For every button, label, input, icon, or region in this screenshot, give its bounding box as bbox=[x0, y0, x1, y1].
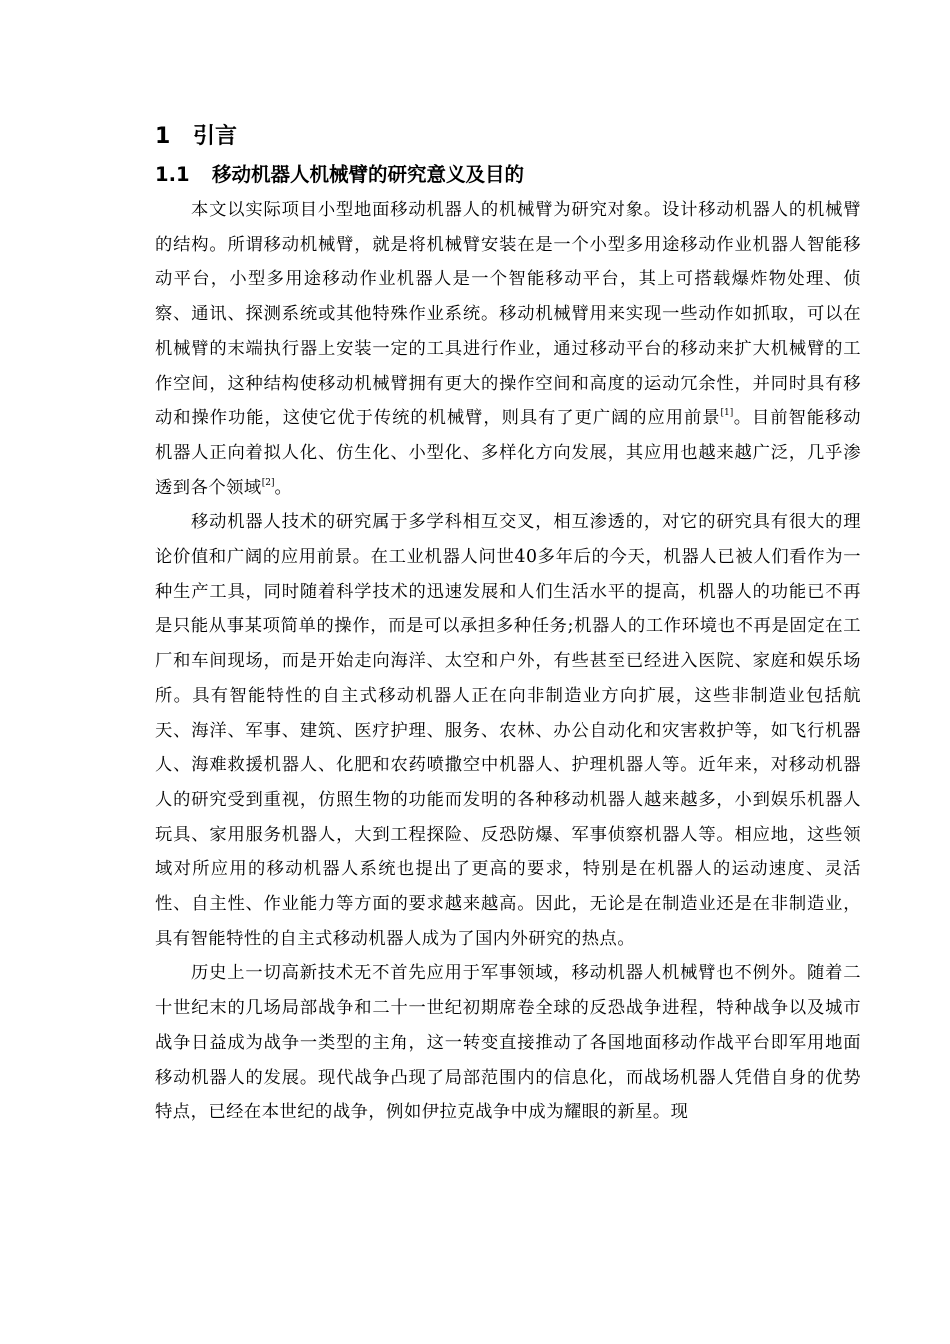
paragraph-3: 历史上一切高新技术无不首先应用于军事领域，移动机器人机械臂也不例外。随着二十世纪末的几场局部战争和二十一世纪初期席卷全球的反恐战争进程，特种战争以及城市战争日益成为战争一类型的主角，这一转变直接推动了各国地面移动作战平台即军用地面移动机器人的发展。现代战争凸现了局部范围内的信息化，而战场机器人凭借自身的优势特点，已经在本世纪的战争，例如伊拉克战争中成为耀眼的新星。现 bbox=[155, 963, 861, 1123]
citation-2: [2] bbox=[261, 477, 275, 488]
chapter-number: 1 bbox=[155, 124, 171, 149]
paragraph-1 bbox=[155, 193, 861, 505]
paragraph-1-text-a: 本文以实际项目小型地面移动机器人的机械臂为研究对象。设计移动机器人的机械臂的结构。所谓移动机械臂，就是将机械臂安装在是一个小型多用途移动作业机器人智能移动平台，小型多用途移动作业机器人是一个智能移动平台，其上可搭载爆炸物处理、侦察、通讯、探测系统或其他特殊作业系统。移动机械臂用来实现一些动作如抓取，可以在机械臂的末端执行器上安装一定的工具进行作业，通过移动平台的移动来扩大机械臂的工作空间，这种结构使移动机械臂拥有更大的操作空间和高度的运动冗余性，并同时具有移动和操作功能，这使它优于传统的机械臂，则具有了更广阔的应用前景 bbox=[155, 200, 861, 429]
body-text bbox=[155, 193, 861, 1130]
chapter-title: 引言 bbox=[193, 124, 238, 149]
paragraph-1-text-c: 。 bbox=[274, 477, 293, 498]
section-number: 1.1 bbox=[155, 163, 190, 186]
section-title: 移动机器人机械臂的研究意义及目的 bbox=[212, 163, 525, 186]
paragraph-2: 移动机器人技术的研究属于多学科相互交叉，相互渗透的，对它的研究具有很大的理论价值和广阔的应用前景。在工业机器人问世40多年后的今天，机器人已被人们看作为一种生产工具，同时随着科学技术的迅速发展和人们生活水平的提高，机器人的功能已不再是只能从事某项简单的操作，而是可以承担多种任务;机器人的工作环境也不再是固定在工厂和车间现场，而是开始走向海洋、太空和户外，有些甚至已经进入医院、家庭和娱乐场所。具有智能特性的自主式移动机器人正在向非制造业方向扩展，这些非制造业包括航天、海洋、军事、建筑、医疗护理、服务、农林、办公自动化和灾害救护等，如飞行机器人、海难救援机器人、化肥和农药喷撒空中机器人、护理机器人等。近年来，对移动机器人的研究受到重视，仿照生物的功能而发明的各种移动机器人越来越多，小到娱乐机器人玩具、家用服务机器人，大到工程探险、反恐防爆、军事侦察机器人等。相应地，这些领域对所应用的移动机器人系统也提出了更高的要求，特别是在机器人的运动速度、灵活性、自主性、作业能力等方面的要求越来越高。因此，无论是在制造业还是在非制造业，具有智能特性的自主式移动机器人成为了国内外研究的热点。 bbox=[155, 512, 861, 949]
paragraph-1-text-b: 。目前智能移动机器人正向着拟人化、仿生化、小型化、多样化方向发展，其应用也越来越广泛，几乎渗透到各个领域 bbox=[155, 408, 861, 498]
chapter-heading bbox=[155, 120, 237, 154]
citation-1: [1] bbox=[720, 408, 734, 419]
section-heading bbox=[155, 158, 524, 192]
